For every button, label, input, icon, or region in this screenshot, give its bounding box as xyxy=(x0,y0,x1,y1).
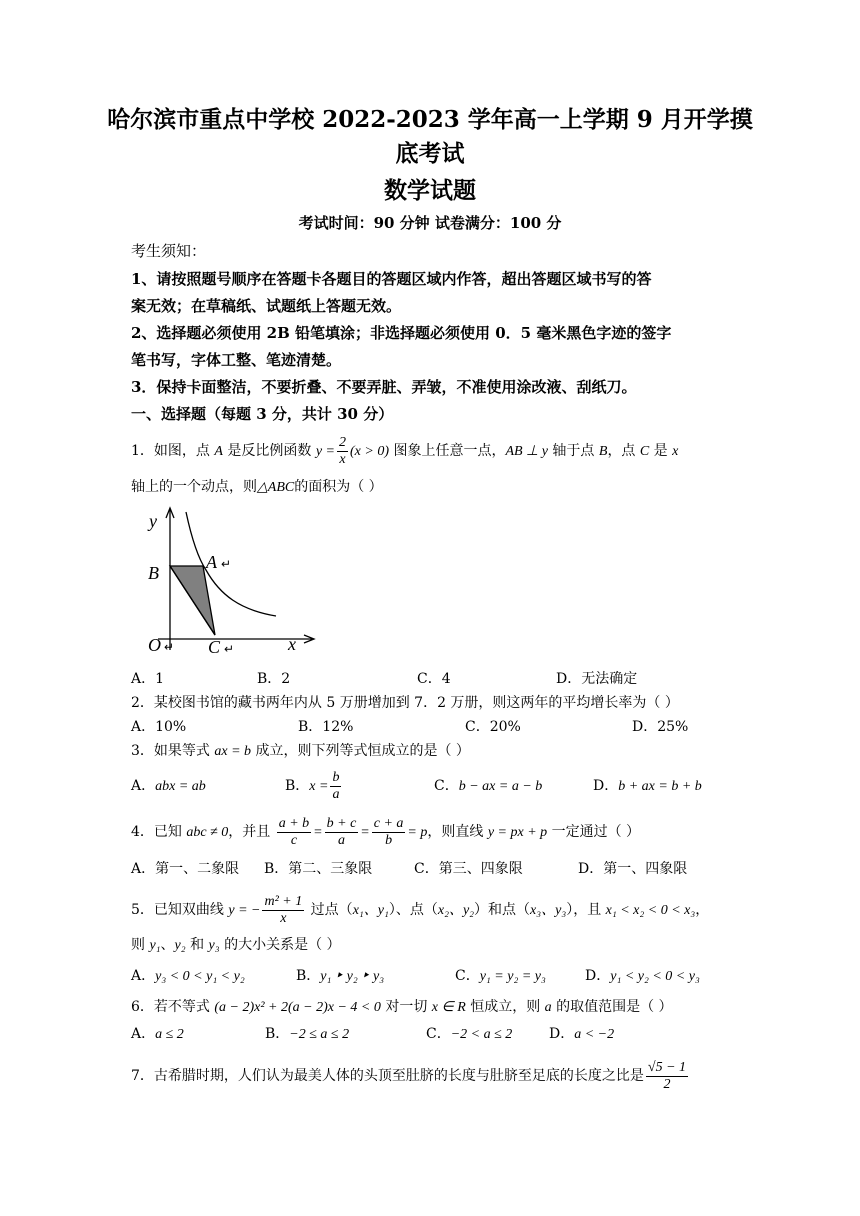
q4-option-c: C．第三、四象限 xyxy=(414,861,523,877)
q1-figure xyxy=(140,500,330,660)
title-line-1: 哈尔滨市重点中学校 2022-2023 学年高一上学期 9 月开学摸 xyxy=(107,106,753,133)
q5-text: 5．已知双曲线 y = − $\frac{\text{m² + 1}}{x}$ 过点（x₁、y₁）、点（x₂、y₂）和点（x₃、y₃），且 x₁ < x₂ < 0 < x₃， xyxy=(131,893,710,926)
label-A: A xyxy=(206,552,217,572)
q3-option-d: D．b + ax = b + b xyxy=(593,778,702,794)
q3-option-c: C．b − ax = a − b xyxy=(434,778,543,794)
section-heading-choice: 一、选择题（每题 3 分，共计 30 分） xyxy=(131,405,394,423)
q6-option-b: B．−2 ≤ a ≤ 2 xyxy=(265,1026,350,1042)
q2-option-c: C．20% xyxy=(465,719,521,735)
q4-option-d: D．第一、四象限 xyxy=(578,861,688,877)
q5-option-d: D．y₁ < y₂ < 0 < y₃ xyxy=(585,968,700,984)
q6-option-a: A．a ≤ 2 xyxy=(131,1026,184,1042)
label-B: B xyxy=(148,563,159,583)
label-A-mark: ↵ xyxy=(221,557,232,571)
notice-line-3: 2、选择题必须使用 2B 铅笔填涂；非选择题必须使用 0．5 毫米黑色字迹的签字 xyxy=(131,324,672,342)
q7-text: 7．古希腊时期，人们认为最美人体的头顶至肚脐的长度与肚脐至足底的长度之比是 $\frac{√5 - 1}{2}$ xyxy=(131,1059,687,1092)
q5-option-b: B．y₁ ‣ y₂ ‣ y₃ xyxy=(296,968,385,984)
notice-line-1: 1、请按照题号顺序在答题卡各题目的答题区域内作答，超出答题区域书写的答 xyxy=(131,270,652,288)
q2-text: 2．某校图书馆的藏书两年内从 5 万册增加到 7．2 万册，则这两年的平均增长率为（ ） xyxy=(131,695,679,711)
subject-title: 数学试题 xyxy=(384,177,476,204)
q2-option-a: A．10% xyxy=(131,719,187,735)
q1-option-c: C．4 xyxy=(417,671,451,687)
q1-line-1: 1．如图，点 A 是反比例函数 y = $\frac{2}{x}$ (x > 0) 图象上任意一点，AB ⊥ y 轴于点 B，点 C 是 x xyxy=(131,434,679,467)
q1-line-2: 轴上的一个动点，则△ABC的面积为（ ） xyxy=(131,479,383,495)
q5-line-2: 则 y₁、y₂ 和 y₃ 的大小关系是（ ） xyxy=(131,937,341,953)
q6-option-d: D．a < −2 xyxy=(549,1026,615,1042)
q4-option-b: B．第二、三象限 xyxy=(264,861,373,877)
label-C-mark: ↵ xyxy=(224,642,235,656)
q4-option-a: A．第一、二象限 xyxy=(131,861,240,877)
q1-option-a: A．1 xyxy=(131,671,165,687)
q3-text: 3．如果等式 ax = b 成立，则下列等式恒成立的是（ ） xyxy=(131,743,470,759)
notice-line-4: 笔书写，字体工整、笔迹清楚。 xyxy=(131,351,342,369)
notice-heading: 考生须知： xyxy=(131,242,207,260)
label-C: C xyxy=(208,637,221,657)
q5-option-a: A．y₃ < 0 < y₁ < y₂ xyxy=(131,968,245,984)
q6-option-c: C．−2 < a ≤ 2 xyxy=(426,1026,513,1042)
q5-option-c: C．y₁ = y₂ = y₃ xyxy=(455,968,546,984)
q2-option-b: B．12% xyxy=(298,719,354,735)
title-line-2: 底考试 xyxy=(395,140,465,167)
q3-option-b: B．x = $\frac{b}{a}$ xyxy=(285,769,340,802)
label-x: x xyxy=(288,634,296,654)
label-y: y xyxy=(149,511,157,531)
q4-text: 4．已知 abc ≠ 0，并且 $\frac{a + b}{c}$ = $\frac{b + c}{a}$ = $\frac{c + a}{b}$ = p，则直线 y = px + p 一定通过（ ） xyxy=(131,815,641,848)
q2-option-d: D．25% xyxy=(632,719,689,735)
q3-option-a: A．abx = ab xyxy=(131,778,206,794)
exam-info: 考试时间：90 分钟 试卷满分：100 分 xyxy=(298,214,562,232)
q1-option-d: D．无法确定 xyxy=(556,671,638,687)
label-O: O xyxy=(148,635,161,655)
label-O-mark: ↵ xyxy=(164,640,175,654)
q6-text: 6．若不等式 (a − 2)x² + 2(a − 2)x − 4 < 0 对一切 x ∈ R 恒成立，则 a 的取值范围是（ ） xyxy=(131,999,673,1015)
notice-line-2: 案无效；在草稿纸、试题纸上答题无效。 xyxy=(131,297,402,315)
notice-line-5: 3．保持卡面整洁，不要折叠、不要弄脏、弄皱，不准使用涂改液、刮纸刀。 xyxy=(131,378,637,396)
q1-option-b: B．2 xyxy=(257,671,291,687)
